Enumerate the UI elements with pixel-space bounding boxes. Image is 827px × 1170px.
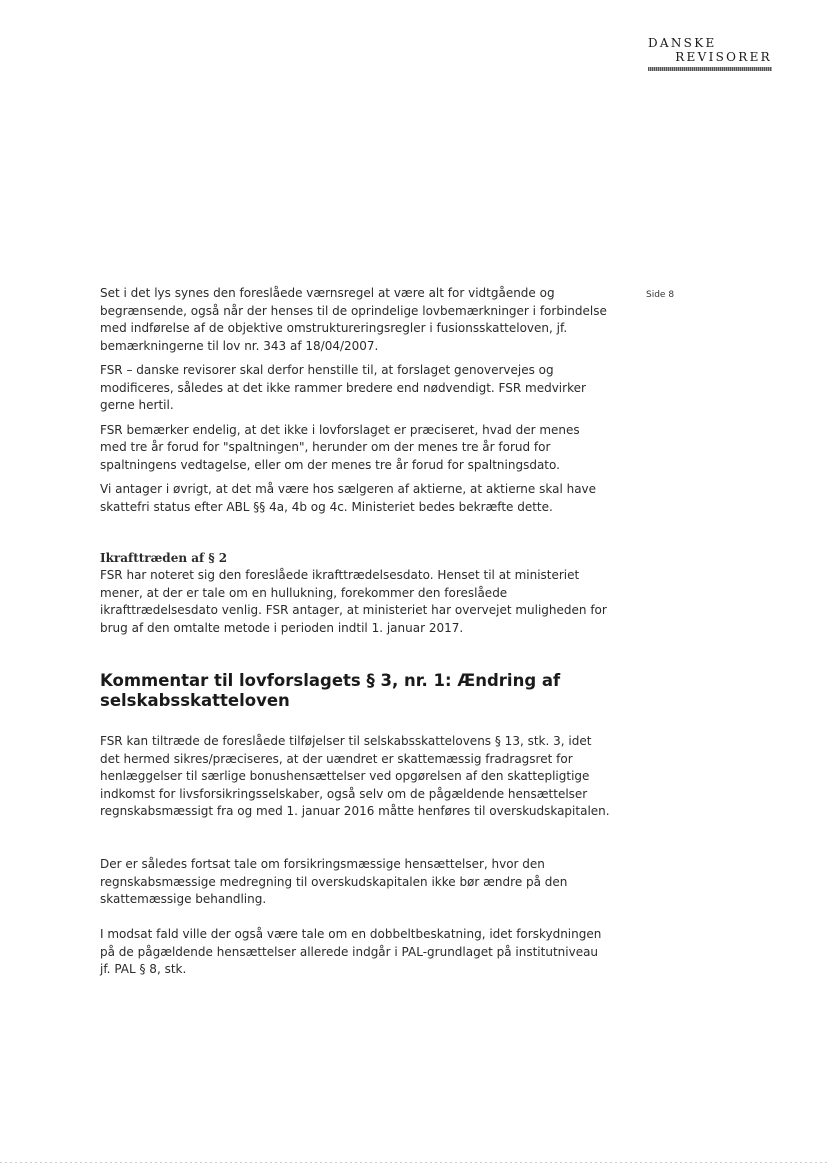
section-heading: Ikrafttræden af § 2 [100, 551, 228, 565]
paragraph: Der er således fortsat tale om forsikringsmæssige hensættelser, hvor den regnskabsmæssige medregning til overskudskapitalen ikke bør ændre på den skattemæssige behandling. [100, 857, 568, 906]
logo-line-2: REVISORER [675, 50, 772, 64]
paragraph: FSR – danske revisorer skal derfor henstille til, at forslaget genovervejes og modificeres, således at det ikke rammer bredere end nødvendigt. FSR medvirker gerne hertil. [100, 363, 586, 412]
section-kommentar-heading [100, 671, 580, 711]
paragraph: I modsat fald ville der også være tale om en dobbeltbeskatning, idet forskydningen på de pågældende hensættelser allerede indgår i PAL-grundlaget på institutniveau jf. PAL § 8, stk. [100, 927, 602, 976]
paragraph: Vi antager i øvrigt, at det må være hos sælgeren af aktierne, at aktierne skal have skattefri status efter ABL §§ 4a, 4b og 4c. Ministeriet bedes bekræfte dette. [100, 482, 597, 514]
paragraph: FSR bemærker endelig, at det ikke i lovforslaget er præciseret, hvad der menes med tre år forud for "spaltningen", herunder om der menes tre år forud for spaltningens vedtagelse, eller om der menes tre år forud for spaltningsdato. [100, 422, 580, 472]
section-kommentar-p2 [100, 856, 610, 916]
paragraph: FSR kan tiltræde de foreslåede tilføjelser til selskabsskattelovens § 13, stk. 3, idet det hermed sikres/præciseres, at der uændret er skattemæssig fradragsret for henlæggelser til særlige bonushensættelser ved opgørelsen af den skattepligtige indkomst for livsforsikringsselskaber, også selv om de pågældende hensættelser regnskabsmæssigt fra og med 1. januar 2016 måtte henføres til overskudskapitalen. [100, 734, 610, 818]
scan-edge [0, 1162, 827, 1163]
paragraph: Set i det lys synes den foreslåede værnsregel at være alt for vidtgående og begrænsende, også når der henses til de oprindelige lovbemærkninger i forbindelse med indførelse af de objektive omstruktureringsregler i fusionsskatteloven, jf. bemærkningerne til lov nr. 343 af 18/04/2007. [100, 286, 607, 353]
paragraph: FSR har noteret sig den foreslåede ikrafttrædelsesdato. Henset til at ministeriet mener, at der er tale om en hullukning, forekommer den foreslåede ikrafttrædelsesdato venlig. FSR antager, at ministeriet har overvejet muligheden for brug af den omtalte metode i perioden indtil 1. januar 2017. [100, 568, 607, 635]
section-heading: Kommentar til lovforslagets § 3, nr. 1: Ændring af selskabsskatteloven [100, 671, 561, 710]
section-kommentar-p3 [100, 926, 610, 986]
logo-rule [648, 67, 772, 71]
section-ikrafttraeden [100, 550, 610, 644]
logo-line-1: DANSKE [648, 36, 717, 50]
page-number: Side 8 [646, 290, 675, 300]
section-kommentar-p1 [100, 733, 610, 828]
paragraph-group [100, 285, 610, 523]
